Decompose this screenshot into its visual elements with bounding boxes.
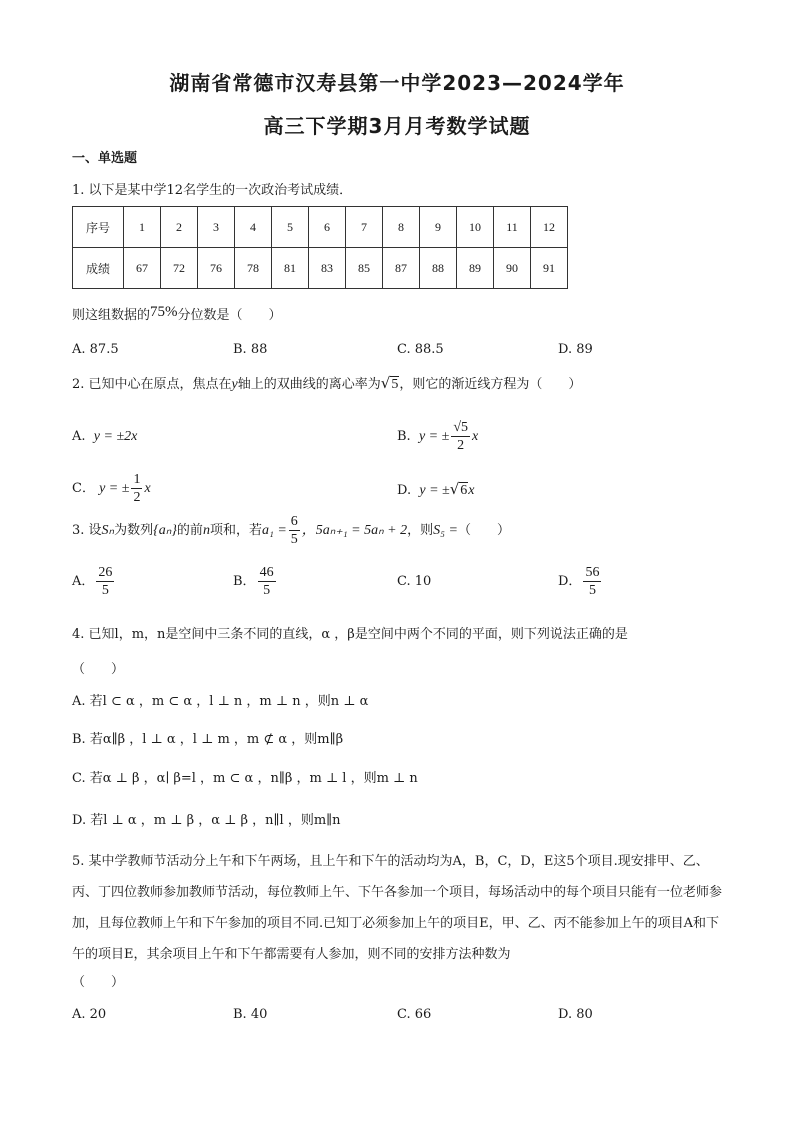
title-line-2: 高三下学期3月月考数学试题 (263, 114, 531, 138)
q5-option-b: B. 40 (233, 1007, 268, 1022)
table-header-index: 序号 (73, 207, 124, 248)
score-table (72, 206, 568, 289)
q3-stem-a: 为数列 (114, 523, 154, 538)
fraction-numerator: 46 (259, 565, 274, 580)
table-cell: 9 (420, 207, 457, 248)
q3-stem-pre: 3. 设 (72, 523, 102, 538)
table-cell: 6 (309, 207, 346, 248)
q3-option-a (72, 560, 116, 604)
q3-a1-fraction (289, 513, 300, 548)
table-cell: 89 (457, 248, 494, 289)
table-cell: 4 (235, 207, 272, 248)
q4-option-a: A. 若l ⊂ α ，m ⊂ α ，l ⊥ n ，m ⊥ n ，则n ⊥ α (72, 694, 369, 709)
table-cell: 8 (383, 207, 420, 248)
q5-option-d: D. 80 (558, 1007, 593, 1022)
q2-stem-post: ，则它的渐近线方程为（ ） (399, 377, 582, 392)
q4-option-b: B. 若α∥β ，l ⊥ α ，l ⊥ m ，m ⊄ α ，则m∥β (72, 732, 344, 747)
q1-ask (72, 306, 282, 325)
q2-a-label: A. (72, 429, 86, 444)
q1-ask-pre: 则这组数据的 (72, 308, 151, 323)
q2-b-fraction (451, 419, 470, 454)
radical-sign: √ (449, 480, 460, 498)
q4-option-c: C. 若α ⊥ β ，α∣ β=l ，m ⊂ α ，n∥β ，m ⊥ l ，则m ⊥ n (72, 771, 418, 786)
q3-d-label: D． (558, 574, 582, 589)
q3-seq: {aₙ} (153, 523, 177, 538)
fraction-denominator: 2 (133, 490, 141, 505)
q4-paren: （ ） (72, 662, 125, 677)
q5-option-a: A. 20 (72, 1007, 107, 1022)
q2-option-a (72, 428, 137, 446)
q1-option-d: D. 89 (558, 342, 593, 357)
table-cell: 11 (494, 207, 531, 248)
table-cell: 1 (124, 207, 161, 248)
fraction-denominator: 2 (457, 438, 465, 453)
table-cell: 90 (494, 248, 531, 289)
q3-stem-c: 项和，若 (209, 523, 262, 538)
fraction-numerator: √5 (453, 420, 468, 435)
table-cell: 88 (420, 248, 457, 289)
q3-a1: a₁ = (261, 523, 287, 538)
q3-sn: Sₙ (101, 523, 115, 538)
table-cell: 83 (309, 248, 346, 289)
q2-d-pre: y = ± (419, 483, 450, 498)
table-cell: 85 (346, 248, 383, 289)
q2-stem-root: 5 (391, 377, 399, 392)
q2-stem-var: y (231, 377, 238, 392)
q1-option-b: B. 88 (233, 342, 268, 357)
q2-option-d (397, 480, 475, 500)
q5-paren: （ ） (72, 975, 125, 990)
table-cell: 78 (235, 248, 272, 289)
table-cell: 76 (198, 248, 235, 289)
q1-ask-percent: 75% (150, 304, 178, 320)
q3-recurrence: ，5aₙ₊₁ = 5aₙ + 2 (301, 523, 408, 538)
q3-stem-d: ，则 (407, 523, 434, 538)
q2-option-b (397, 414, 478, 460)
title-line-1: 湖南省常德市汉寿县第一中学2023—2024学年 (169, 71, 625, 95)
q2-c-pre: y = ± (99, 481, 130, 496)
q2-d-label: D. (397, 483, 412, 498)
fraction-numerator: 26 (98, 565, 113, 580)
q3-option-d (558, 560, 603, 604)
q2-stem-mid: 轴上的双曲线的离心率为 (237, 377, 381, 392)
table-row (73, 207, 568, 248)
table-cell: 87 (383, 248, 420, 289)
table-cell: 3 (198, 207, 235, 248)
table-cell: 2 (161, 207, 198, 248)
q1-option-a: A. 87.5 (72, 342, 119, 357)
q2-c-post: x (144, 481, 151, 496)
q3-stem-e: （ ） (457, 523, 510, 538)
q2-c-label: C． (72, 481, 95, 496)
q2-stem-pre: 2. 已知中心在原点，焦点在 (72, 377, 232, 392)
table-row (73, 248, 568, 289)
q3-s5: S₅ = (433, 523, 458, 538)
q2-d-root: 6 (460, 483, 468, 498)
q3-n-var: n (202, 523, 210, 538)
q1-ask-post: 分位数是（ ） (177, 308, 282, 323)
table-cell: 7 (346, 207, 383, 248)
q2-d-post: x (468, 483, 475, 498)
radical-sign: √ (380, 374, 391, 392)
fraction-denominator: 5 (263, 583, 271, 598)
q3-option-c: C. 10 (397, 574, 432, 589)
table-cell: 12 (531, 207, 568, 248)
q1-stem: 1. 以下是某中学12名学生的一次政治考试成绩． (72, 183, 353, 198)
q2-b-label: B. (397, 429, 411, 444)
q3-b-label: B． (233, 574, 256, 589)
fraction-numerator: 6 (290, 514, 298, 529)
table-cell: 81 (272, 248, 309, 289)
q3-a-fraction (96, 564, 114, 599)
table-cell: 10 (457, 207, 494, 248)
table-cell: 67 (124, 248, 161, 289)
q4-stem: 4. 已知l，m，n是空间中三条不同的直线，α ，β是空间中两个不同的平面，则下列说法正确的是 (72, 627, 628, 642)
fraction-denominator: 5 (588, 583, 596, 598)
q2-a-expr: y = ±2x (93, 429, 138, 444)
section-heading: 一、单选题 (72, 151, 138, 166)
q4-option-d: D. 若l ⊥ α ，m ⊥ β ，α ⊥ β ，n∥l ，则m∥n (72, 813, 341, 828)
fraction-denominator: 5 (290, 532, 298, 547)
fraction-denominator: 5 (101, 583, 109, 598)
q3-d-fraction (583, 564, 601, 599)
table-header-score: 成绩 (73, 248, 124, 289)
q3-b-fraction (258, 564, 276, 599)
fraction-numerator: 56 (585, 565, 600, 580)
q3-option-b (233, 560, 278, 604)
q1-option-c: C. 88.5 (397, 342, 444, 357)
table-cell: 91 (531, 248, 568, 289)
fraction-numerator: 1 (133, 472, 141, 487)
q2-c-fraction (131, 471, 142, 506)
q2-stem (72, 374, 581, 394)
q2-b-post: x (472, 429, 479, 444)
q2-b-pre: y = ± (418, 429, 450, 444)
q5-text: 5. 某中学教师节活动分上午和下午两场，且上午和下午的活动均为A，B，C，D，E这5个项目.现安排甲、乙、丙、丁四位教师参加教师节活动，每位教师上午、下午各参加一个项目，每场活动中的每个项目只能有一位老师参加，且每位教师上午和下午参加的项目不同.已知丁必须参加上午的项目E，甲、乙、丙不能参加上午的项目A和下午的项目E，其余项目上午和下午都需要有人参加，则不同的安排方法种数为 (72, 854, 723, 962)
table-cell: 72 (161, 248, 198, 289)
q2-option-c (72, 466, 151, 512)
q3-stem (72, 510, 510, 552)
q3-a-label: A． (72, 574, 95, 589)
q5-option-c: C. 66 (397, 1007, 432, 1022)
table-cell: 5 (272, 207, 309, 248)
q3-stem-b: 的前 (176, 523, 203, 538)
